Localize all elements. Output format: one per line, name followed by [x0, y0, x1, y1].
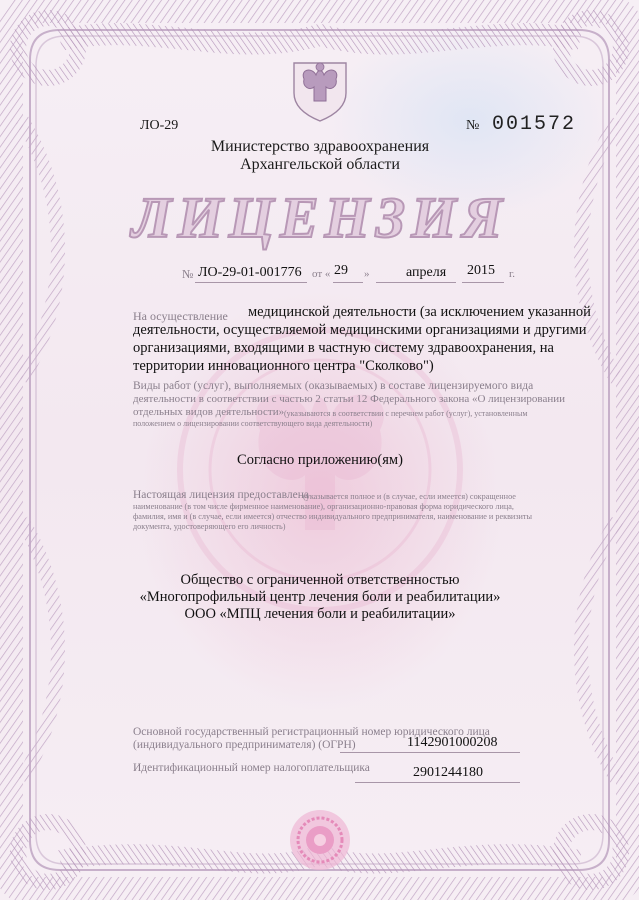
activity-label: На осуществление	[133, 309, 228, 323]
coat-of-arms-icon	[294, 63, 346, 121]
ministry-line-1: Министерство здравоохранения	[210, 138, 430, 155]
license-number: ЛО-29-01-001776	[198, 265, 302, 280]
activity-line-2: деятельности, осуществляемой медицинскими организациями и другими	[133, 322, 587, 338]
activity-line-3: организациями, входящими в частную систему здравоохранения, на	[133, 340, 554, 356]
ministry-line-2: Архангельской области	[240, 156, 400, 173]
inn-value: 2901244180	[413, 765, 483, 780]
activity-line-4: территории инновационного центра "Сколково")	[133, 358, 434, 374]
number-sign: №	[466, 118, 480, 133]
organization-line-3: ООО «МПЦ лечения боли и реабилитации»	[184, 606, 456, 622]
issued-note-line-3: фамилия, имя и (в случае, если имеется) отчество индивидуального предпринимателя, наименование и реквизиты	[133, 512, 533, 521]
issued-note-line-1b: (указывается полное и (в случае, если имеется) сокращенное	[303, 492, 516, 501]
license-year-suffix: г.	[509, 268, 516, 280]
license-number-sign: №	[182, 267, 194, 281]
works-note-line-3a: отдельных видов деятельности»	[133, 406, 285, 418]
issued-note-line-2: наименование (в том числе фирменное наименование), организационно-правовая форма юридического лица,	[133, 502, 514, 511]
form-code: ЛО-29	[140, 118, 179, 133]
ogrn-value: 1142901000208	[407, 735, 498, 750]
issued-note-line-4: документа, удостоверяющего его личность)	[133, 522, 286, 531]
per-appendix-text: Согласно приложению(ям)	[237, 452, 403, 468]
license-year: 2015	[467, 263, 495, 278]
license-close-quote: »	[364, 268, 370, 280]
works-note-line-3b: (указываются в соответствии с перечнем работ (услуг), установленным	[284, 409, 528, 418]
issued-note-line-1a: Настоящая лицензия предоставлена	[133, 489, 309, 501]
works-note-line-1: Виды работ (услуг), выполняемых (оказываемых) в составе лицензируемого вида	[133, 380, 534, 392]
serial-number: 001572	[492, 113, 577, 136]
rosette-icon	[290, 810, 350, 870]
license-month: апреля	[406, 265, 447, 280]
document-title: ЛИЦЕНЗИЯ	[131, 185, 509, 250]
license-from-label: от «	[312, 268, 331, 280]
license-day: 29	[334, 263, 348, 278]
works-note-line-4: положением о лицензировании соответствующего вида деятельности)	[133, 419, 373, 428]
organization-line-1: Общество с ограниченной ответственностью	[180, 572, 460, 588]
inn-label: Идентификационный номер налогоплательщика	[133, 762, 370, 774]
ogrn-label-line-2: (индивидуального предпринимателя) (ОГРН)	[133, 739, 356, 751]
works-note-line-2: деятельности в соответствии с частью 2 статьи 12 Федерального закона «О лицензировании	[133, 393, 566, 405]
ogrn-label-line-1: Основной государственный регистрационный номер юридического лица	[133, 726, 490, 738]
organization-line-2: «Многопрофильный центр лечения боли и реабилитации»	[139, 589, 501, 605]
activity-line-1: медицинской деятельности (за исключением указанной	[248, 304, 591, 320]
